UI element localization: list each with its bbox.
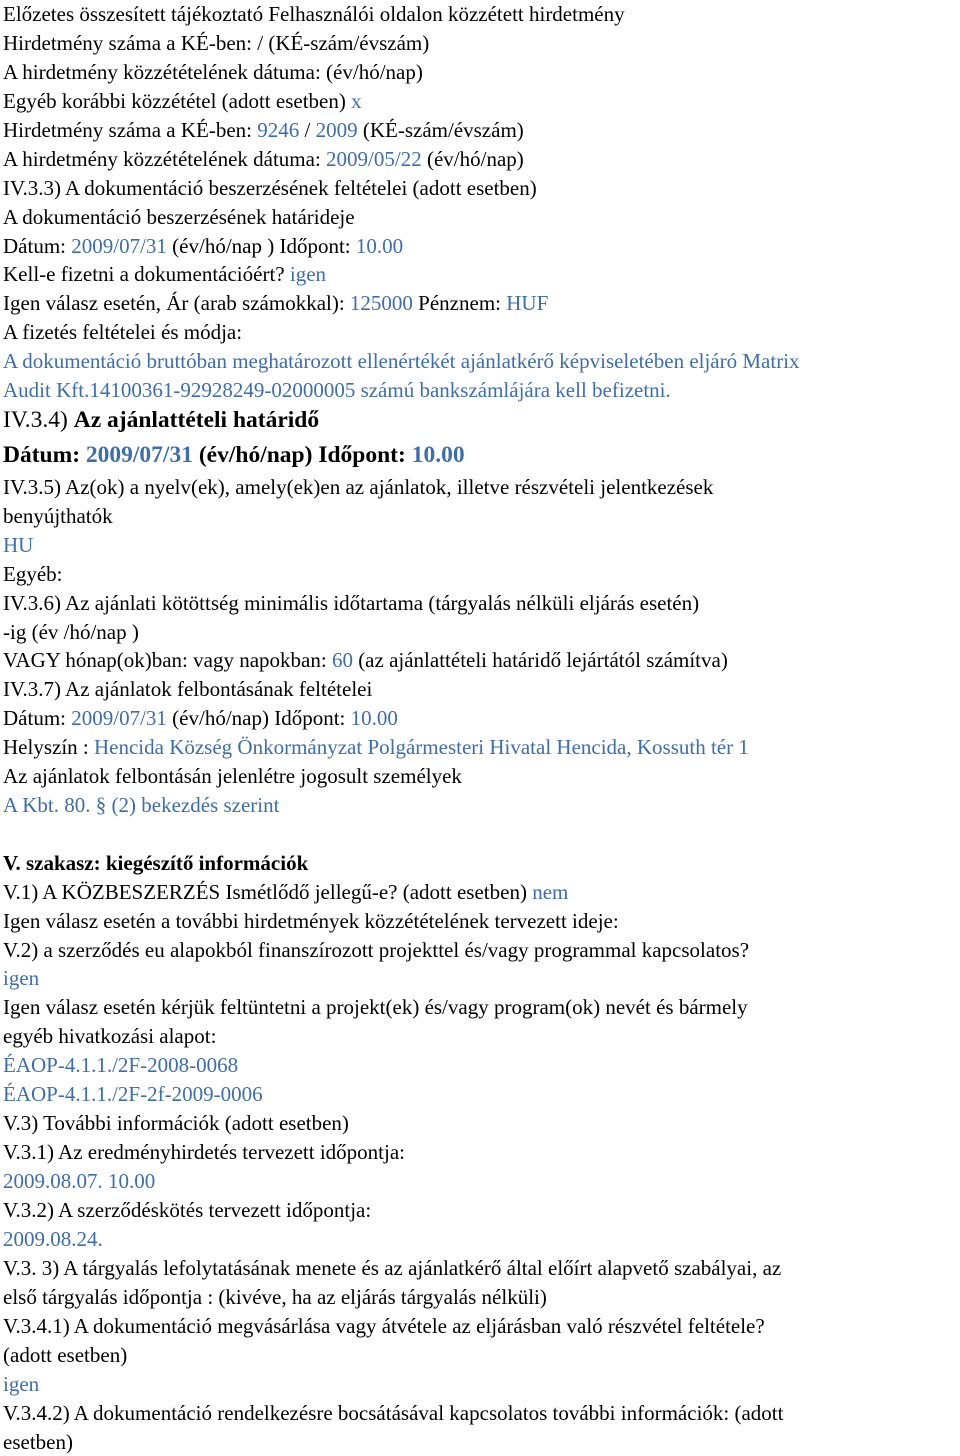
text-line — [3, 502, 113, 530]
field-value: igen — [3, 1372, 40, 1396]
text-line — [3, 1428, 73, 1456]
field-value: 125000 — [349, 291, 413, 315]
text-line — [3, 618, 139, 646]
text-line — [3, 347, 800, 375]
field-label: (év/hó/nap) Időpont: — [166, 706, 351, 730]
text-line — [3, 560, 62, 588]
text-line — [3, 260, 326, 288]
field-label: Az ajánlatok felbontásán jelenlétre jogosult személyek — [3, 764, 462, 788]
text-line — [3, 1399, 783, 1427]
text-line — [3, 964, 39, 992]
field-value: 2009 — [315, 118, 358, 142]
text-line — [3, 1196, 371, 1224]
field-label: A hirdetmény közzétételének dátuma: — [3, 147, 327, 171]
field-label: benyújthatók — [3, 504, 113, 528]
field-label: (adott esetben) — [3, 1343, 128, 1367]
field-label: (év/hó/nap) Időpont: — [192, 442, 412, 468]
text-line — [3, 232, 403, 260]
field-label: V.3.1) Az eredményhirdetés tervezett időpontja: — [3, 1140, 405, 1164]
text-line — [3, 1080, 263, 1108]
field-label: Pénznem: — [412, 291, 507, 315]
field-label: IV.3.5) Az(ok) a nyelv(ek), amely(ek)en az ajánlatok, illetve részvételi jelentkezések — [3, 475, 714, 499]
text-line — [3, 1370, 39, 1398]
field-label: VAGY hónap(ok)ban: vagy napokban: — [3, 648, 332, 672]
text-line — [3, 318, 242, 346]
field-label: V. szakasz: kiegészítő információk — [3, 851, 309, 875]
text-line — [3, 907, 619, 935]
field-label: Előzetes összesített tájékoztató Felhasználói oldalon közzétett hirdetmény — [3, 2, 625, 26]
text-line — [3, 1283, 547, 1311]
field-label: Hirdetmény száma a KÉ-ben: — [3, 118, 258, 142]
text-line — [3, 1051, 238, 1079]
field-value: 2009/07/31 — [71, 706, 167, 730]
text-line — [3, 440, 465, 470]
text-line — [3, 704, 398, 732]
text-line — [3, 174, 537, 202]
text-line — [3, 878, 568, 906]
field-label: Helyszín : — [3, 735, 94, 759]
field-value: HU — [3, 533, 34, 557]
field-label: V.3.4.2) A dokumentáció rendelkezésre bocsátásával kapcsolatos további információk: (adott — [3, 1401, 784, 1425]
text-line — [3, 203, 355, 231]
field-value: 10.00 — [411, 442, 465, 468]
text-line — [3, 1225, 103, 1253]
text-line — [3, 1254, 781, 1282]
field-label: V.2) a szerződés eu alapokból finanszírozott projekttel és/vagy programmal kapcsolatos? — [3, 938, 750, 962]
text-line — [3, 589, 699, 617]
field-value: 2009.08.07. 10.00 — [3, 1169, 156, 1193]
text-line — [3, 531, 33, 559]
field-value: 10.00 — [355, 234, 404, 258]
text-line — [3, 58, 423, 86]
text-line — [3, 733, 749, 761]
field-label: Egyéb: — [3, 562, 63, 586]
text-line — [3, 29, 429, 57]
text-line — [3, 0, 625, 28]
text-line — [3, 791, 279, 819]
field-value: igen — [3, 966, 40, 990]
field-label: V.1) A KÖZBESZERZÉS Ismétlődő jellegű-e? (adott esetben) — [3, 880, 533, 904]
field-label: A hirdetmény közzétételének dátuma: (év/hó/nap) — [3, 60, 423, 84]
field-label: Hirdetmény száma a KÉ-ben: / (KÉ-szám/évszám) — [3, 31, 430, 55]
field-value: A Kbt. 80. § (2) bekezdés szerint — [3, 793, 280, 817]
field-label: Igen válasz esetén a további hirdetmények közzétételének tervezett ideje: — [3, 909, 619, 933]
text-line — [3, 376, 671, 404]
field-label: IV.3.4) — [3, 407, 74, 433]
field-label: V.3.4.1) A dokumentáció megvásárlása vagy átvétele az eljárásban való részvétel feltétele? — [3, 1314, 765, 1338]
field-label: Kell-e fizetni a dokumentációért? — [3, 262, 290, 286]
field-value: Hencida Község Önkormányzat Polgármesteri Hivatal Hencida, Kossuth tér 1 — [93, 735, 749, 759]
field-label: IV.3.3) A dokumentáció beszerzésének feltételei (adott esetben) — [3, 176, 537, 200]
field-label: Dátum: — [3, 234, 72, 258]
field-value: nem — [532, 880, 569, 904]
text-line — [3, 849, 308, 877]
field-value: HUF — [506, 291, 549, 315]
field-label: V.3) További információk (adott esetben) — [3, 1111, 349, 1135]
text-line — [3, 405, 319, 435]
field-label: egyéb hivatkozási alapot: — [3, 1024, 217, 1048]
field-label: (év/hó/nap) — [421, 147, 524, 171]
field-value: igen — [289, 262, 327, 286]
text-line — [3, 993, 748, 1021]
field-value: 60 — [331, 648, 353, 672]
field-value: ÉAOP-4.1.1./2F-2008-0068 — [3, 1053, 239, 1077]
text-line — [3, 145, 524, 173]
text-line — [3, 1167, 155, 1195]
field-label: -ig (év /hó/nap ) — [3, 620, 139, 644]
field-value: 2009/07/31 — [85, 442, 193, 468]
text-line — [3, 1109, 349, 1137]
text-line — [3, 762, 462, 790]
text-line — [3, 936, 749, 964]
field-label: (KÉ-szám/évszám) — [357, 118, 524, 142]
text-line — [3, 1138, 405, 1166]
field-value: A dokumentáció bruttóban meghatározott ellenértékét ajánlatkérő képviseletében eljáró Matrix — [3, 349, 800, 373]
field-label: Egyéb korábbi közzététel (adott esetben) — [3, 89, 352, 113]
field-value: 2009.08.24. — [3, 1227, 103, 1251]
text-line — [3, 675, 372, 703]
text-line — [3, 1312, 765, 1340]
field-value: ÉAOP-4.1.1./2F-2f-2009-0006 — [3, 1082, 263, 1106]
field-label: esetben) — [3, 1430, 73, 1454]
text-line — [3, 473, 713, 501]
field-label: Dátum: — [3, 706, 72, 730]
field-value: 2009/05/22 — [326, 147, 422, 171]
field-value: 2009/07/31 — [71, 234, 167, 258]
field-label: / — [299, 118, 316, 142]
field-label: IV.3.7) Az ajánlatok felbontásának feltételei — [3, 677, 373, 701]
field-label: (az ajánlattételi határidő lejártától számítva) — [352, 648, 728, 672]
field-label: V.3. 3) A tárgyalás lefolytatásának menete és az ajánlatkérő által előírt alapvető szabályai, az — [3, 1256, 782, 1280]
text-line — [3, 1022, 216, 1050]
field-label: A fizetés feltételei és módja: — [3, 320, 243, 344]
field-value: x — [351, 89, 362, 113]
field-label: Igen válasz esetén kérjük feltüntetni a projekt(ek) és/vagy program(ok) nevét és bármely — [3, 995, 748, 1019]
field-value: 9246 — [257, 118, 300, 142]
text-line — [3, 289, 548, 317]
text-line — [3, 646, 728, 674]
field-label: első tárgyalás időpontja : (kivéve, ha az eljárás tárgyalás nélküli) — [3, 1285, 547, 1309]
field-label: Dátum: — [3, 442, 86, 468]
text-line — [3, 116, 524, 144]
field-value: 10.00 — [350, 706, 398, 730]
field-label: Igen válasz esetén, Ár (arab számokkal): — [3, 291, 350, 315]
text-line — [3, 1341, 127, 1369]
field-label: Az ajánlattételi határidő — [73, 407, 320, 433]
field-label: (év/hó/nap ) Időpont: — [166, 234, 356, 258]
field-label: IV.3.6) Az ajánlati kötöttség minimális időtartama (tárgyalás nélküli eljárás esetén) — [3, 591, 700, 615]
field-label: A dokumentáció beszerzésének határideje — [3, 205, 355, 229]
field-value: Audit Kft.14100361-92928249-02000005 számú bankszámlájára kell befizetni. — [3, 378, 671, 402]
text-line — [3, 87, 362, 115]
field-label: V.3.2) A szerződéskötés tervezett időpontja: — [3, 1198, 372, 1222]
